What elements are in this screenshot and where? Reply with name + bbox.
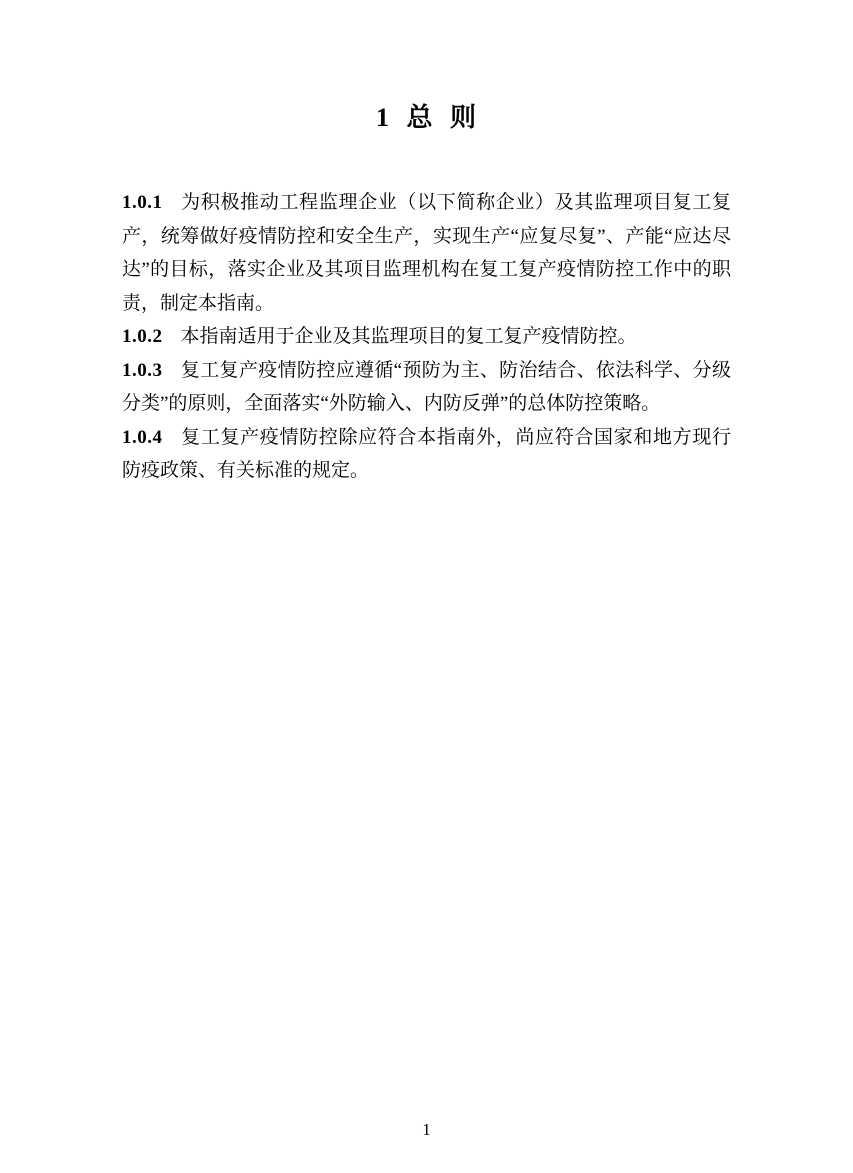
clause-number: 1.0.1 [122,192,163,213]
clause-number: 1.0.3 [122,359,163,381]
clause-1-0-2 [122,320,731,354]
clause-number: 1.0.2 [122,326,163,347]
clause-1-0-4 [122,421,731,488]
clause-text: 复工复产疫情防控应遵循“预防为主、防治结合、依法科学、分级分类”的原则，全面落实“外防输入、内防反弹”的总体防控策略。 [122,359,731,414]
clause-1-0-3 [122,354,731,421]
clause-1-0-1 [122,186,731,320]
clause-text: 本指南适用于企业及其监理项目的复工复产疫情防控。 [180,326,637,347]
page-number: 1 [422,1120,431,1139]
document-content [122,98,731,488]
clause-number: 1.0.4 [122,426,163,448]
chapter-title: 1 总 则 [375,103,477,132]
clause-text: 复工复产疫情防控除应符合本指南外，尚应符合国家和地方现行防疫政策、有关标准的规定。 [122,426,731,481]
clause-text: 为积极推动工程监理企业（以下简称企业）及其监理项目复工复产，统筹做好疫情防控和安全生产，实现生产“应复尽复”、产能“应达尽达”的目标，落实企业及其项目监理机构在复工复产疫情防控工作中的职责，制定本指南。 [122,192,731,314]
